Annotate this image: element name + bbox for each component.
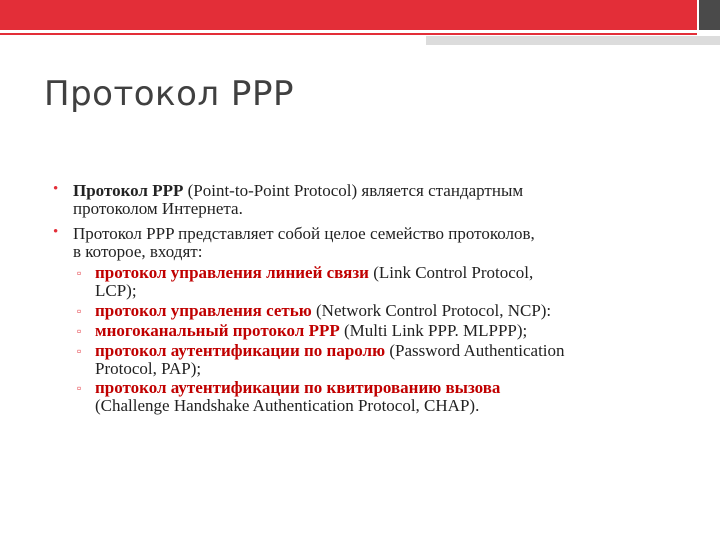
bullet-1-rest: (Point-to-Point Protocol) является стандартным	[183, 181, 524, 200]
bullet-2-line-1: Протокол PPP представляет собой целое семейство протоколов,	[73, 224, 535, 243]
subitem-1-line-1	[95, 263, 695, 282]
sub-bullet-marker: ▫	[77, 381, 82, 395]
subitem-5-line-2: (Challenge Handshake Authentication Protocol, CHAP).	[95, 396, 480, 415]
subitem-2-rest: (Network Control Protocol, NCP):	[311, 301, 552, 320]
sub-bullet-marker: ▫	[77, 344, 82, 358]
subitem-2-red: протокол управления сетью	[95, 301, 312, 320]
subitem-4-rest: (Password Authentication	[385, 341, 565, 360]
subitem-1-line-2: LCP);	[95, 281, 137, 300]
subitem-5-line-1	[95, 378, 695, 397]
subitem-1-red: протокол управления линией связи	[95, 263, 369, 282]
bullet-1-line-2: протоколом Интернета.	[73, 199, 243, 218]
subitem-4-red: протокол аутентификации по паролю	[95, 341, 386, 360]
bullet-2-line-2-text: в которое, входят:	[73, 242, 203, 261]
subitem-1-rest: (Link Control Protocol,	[368, 263, 534, 282]
bullet-marker: •	[53, 224, 59, 240]
bullet-1-bold: Протокол PPP	[73, 181, 184, 200]
bullet-marker: •	[53, 181, 59, 197]
subitem-5-red: протокол аутентификации по квитированию вызова	[95, 378, 501, 397]
subitem-2-line-1	[95, 301, 695, 320]
bullet-1-line-1	[73, 181, 693, 200]
subitem-3-rest: (Multi Link PPP. MLPPP);	[339, 321, 528, 340]
sub-bullet-marker: ▫	[77, 304, 82, 318]
subitem-3-red: многоканальный протокол PPP	[95, 321, 340, 340]
sub-bullet-marker: ▫	[77, 324, 82, 338]
subitem-4-line-2: Protocol, PAP);	[95, 359, 202, 378]
subitem-3-line-1	[95, 321, 695, 340]
bullet-2-line-2	[73, 242, 693, 261]
sub-bullet-marker: ▫	[77, 266, 82, 280]
subitem-4-line-1	[95, 341, 695, 360]
slide-title: Протокол PPP	[44, 74, 294, 114]
